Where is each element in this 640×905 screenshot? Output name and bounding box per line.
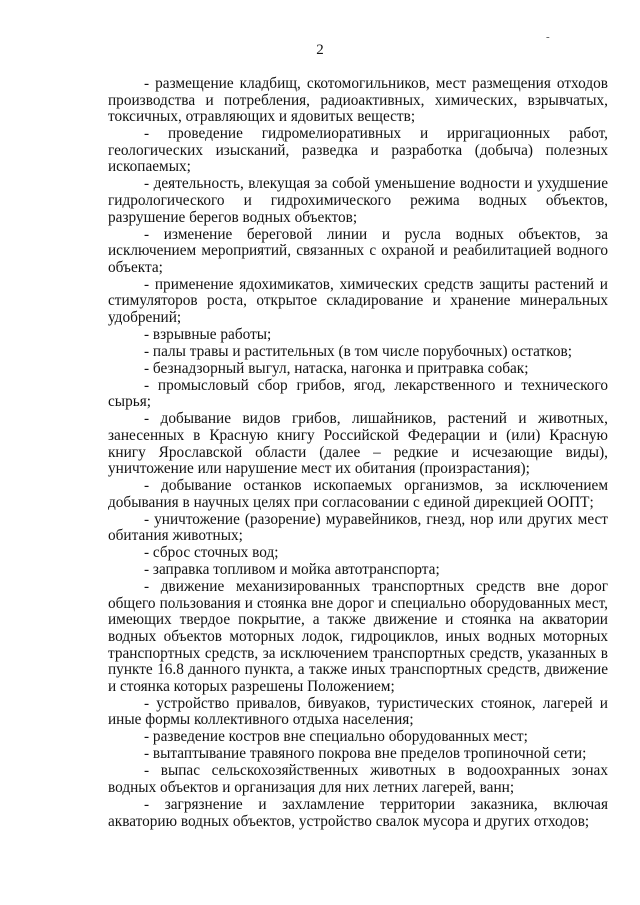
list-item: - применение ядохимикатов, химических средств защиты растений и стимуляторов роста, открытое складирование и хранение минеральных удобрений; [108, 275, 608, 326]
list-item: - добывание останков ископаемых организмов, за исключением добывания в научных целях при согласовании с единой дирекцией ООПТ; [108, 477, 608, 511]
list-item: - вытаптывание травяного покрова вне пределов тропиночной сети; [144, 745, 587, 763]
list-item: - безнадзорный выгул, натаска, нагонка и притравка собак; [144, 359, 529, 377]
scan-mark: - [546, 31, 550, 43]
list-item: - разведение костров вне специально оборудованных мест; [144, 728, 528, 746]
list-item: - взрывные работы; [144, 325, 272, 343]
list-item: - проведение гидромелиоративных и ирригационных работ, геологических изысканий, разведка и разработка (добыча) полезных ископаемых; [108, 125, 608, 176]
list-item: - деятельность, влекущая за собой уменьшение водности и ухудшение гидрологического и гидрохимического режима водных объектов, разрушение берегов водных объектов; [108, 175, 608, 226]
list-item: - изменение береговой линии и русла водных объектов, за исключением мероприятий, связанных с охраной и реабилитацией водного объекта; [108, 225, 608, 276]
list-item: - движение механизированных транспортных средств вне дорог общего пользования и стоянка вне дорог и специально оборудованных мест, имеющих твердое покрытие, а также движение и стоянка на акватории водных объектов моторных лодок, гидроциклов, иных водных моторных транспортных средств, за исключением транспортных средств, указанных в пункте 16.8 данного пункта, а также иных транспортных средств, движение и стоянка которых разрешены Положением; [108, 578, 608, 695]
list-item: - загрязнение и захламление территории заказника, включая акваторию водных объектов, устройство свалок мусора и других отходов; [108, 795, 608, 830]
list-item: - выпас сельскохозяйственных животных в водоохранных зонах водных объектов и организация для них летних лагерей, ванн; [108, 762, 608, 796]
list-item: - устройство привалов, бивуаков, туристических стоянок, лагерей и иные формы коллективного отдыха населения; [108, 694, 608, 729]
page-number: 2 [316, 42, 324, 58]
list-item: - сброс сточных вод; [144, 544, 279, 562]
list-item: - добывание видов грибов, лишайников, растений и животных, занесенных в Красную книгу Российской Федерации и (или) Красную книгу Ярославской области (далее – редкие и исчезающие виды), уничтожение или нарушение мест их обитания (произрастания); [108, 410, 608, 478]
list-item: - уничтожение (разорение) муравейников, гнезд, нор или других мест обитания животных; [108, 510, 608, 545]
list-item: - заправка топливом и мойка автотранспорта; [144, 561, 440, 579]
list-item: - размещение кладбищ, скотомогильников, мест размещения отходов производства и потребления, радиоактивных, химических, взрывчатых, токсичных, отравляющих и ядовитых веществ; [108, 75, 608, 126]
list-item: - промысловый сбор грибов, ягод, лекарственного и технического сырья; [108, 376, 608, 411]
list-item: - палы травы и растительных (в том числе порубочных) остатков; [144, 342, 572, 360]
document-body [108, 76, 608, 831]
